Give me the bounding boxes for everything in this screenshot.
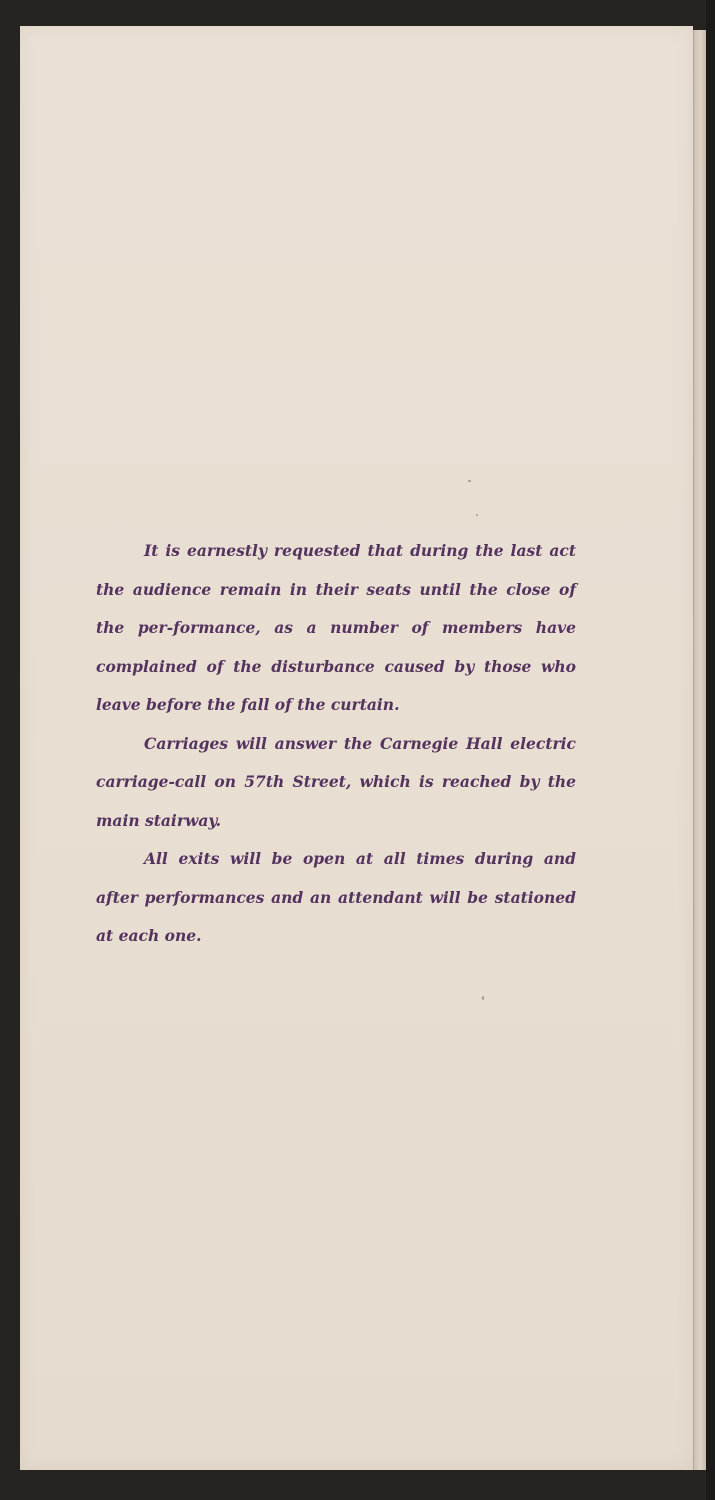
scan-border (706, 0, 715, 1500)
paper-speck (476, 514, 478, 516)
paper-speck (468, 480, 471, 482)
audience-notice (96, 532, 576, 956)
paper-speck (482, 996, 484, 1000)
notice-paragraph-exits: All exits will be open at all times during and after performances and an attendant will be stationed at each one. (96, 849, 576, 945)
notice-paragraph-carriages: Carriages will answer the Carnegie Hall electric carriage-call on 57th Street, which is reached by the main stairway. (96, 733, 576, 830)
notice-paragraph-last-act: It is earnestly requested that during the last act the audience remain in their seats until the close of the per-formance, as a number of members have complained of the disturbance caused by those who leave before the fall of the curtain. (96, 541, 576, 714)
